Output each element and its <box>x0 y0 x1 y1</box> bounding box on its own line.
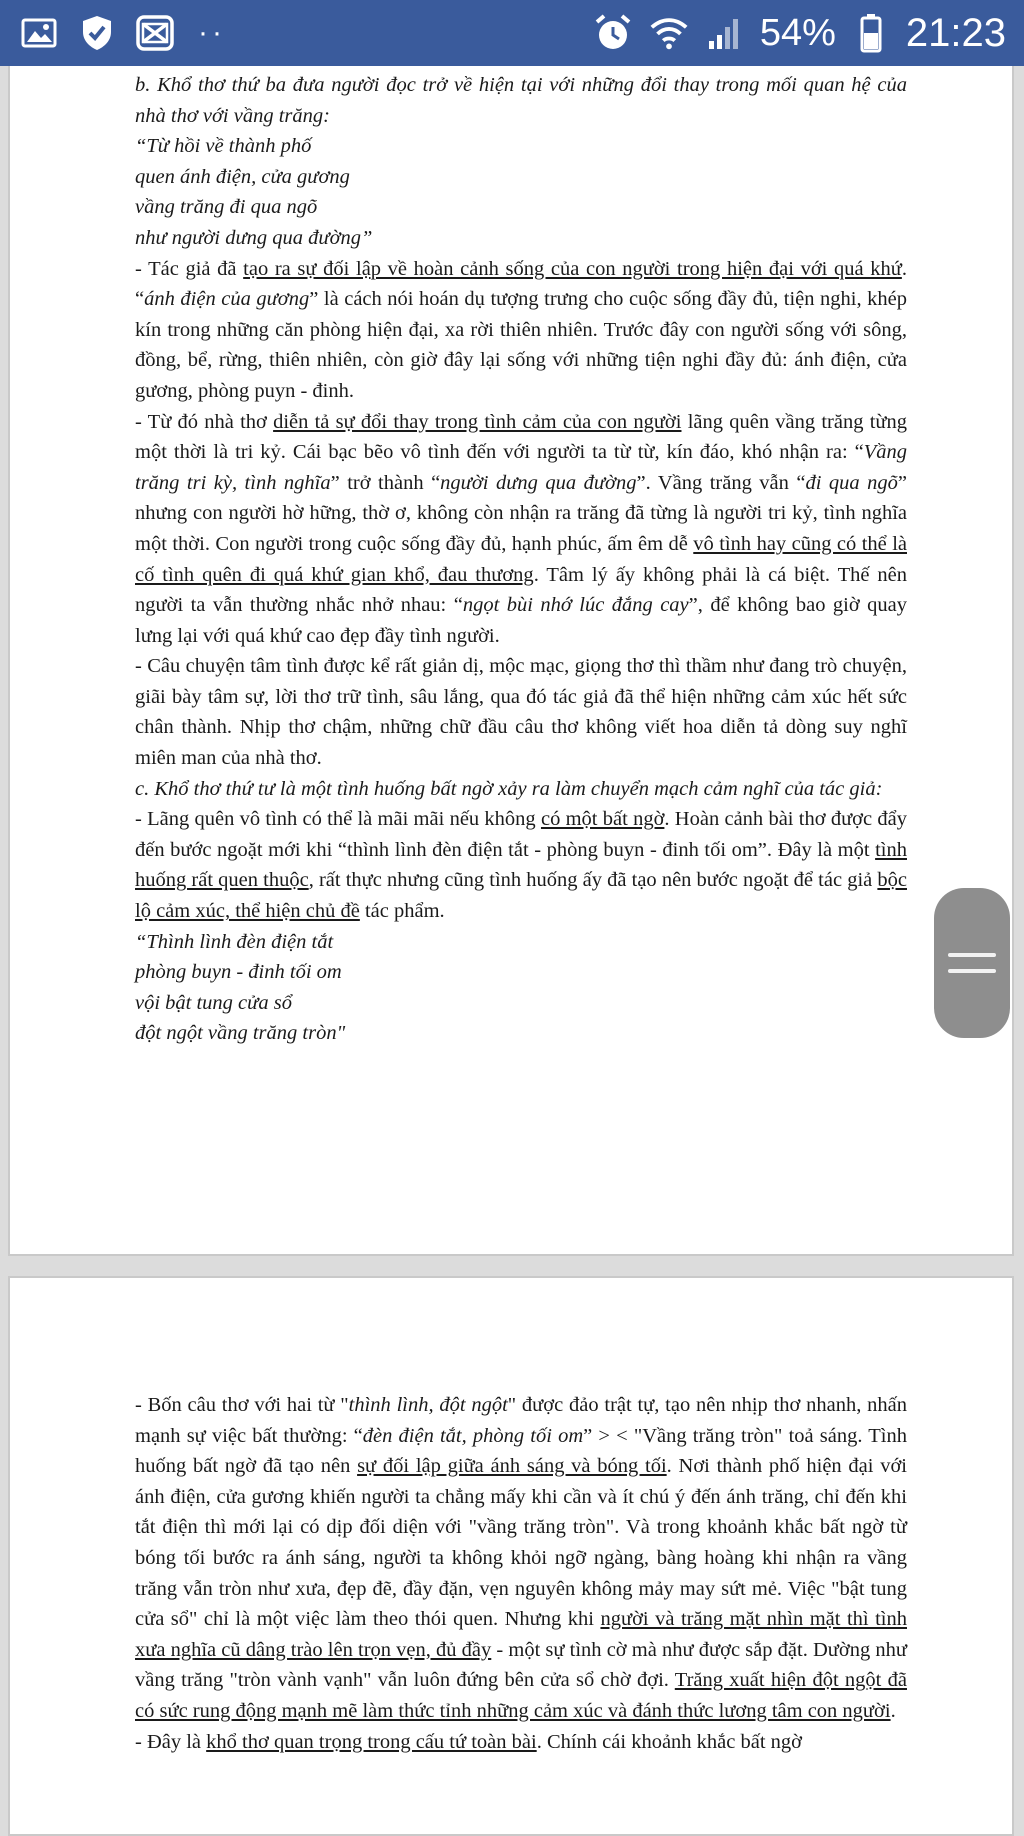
page-1-text <box>135 70 907 1049</box>
mail-icon <box>134 12 176 54</box>
page-2-text <box>135 1390 907 1757</box>
status-bar <box>0 0 1024 66</box>
bullet-paragraph: - Câu chuyện tâm tình được kể rất giản dị, mộc mạc, giọng thơ thì thầm như đang trò chuyện, giãi bày tâm sự, lời thơ trữ tình, sâu lắng, qua đó tác giả đã thể hiện những cảm xúc hết sức chân thành. Nhịp thơ chậm, những chữ đầu câu thơ không viết hoa diễn tả dòng suy nghĩ miên man của nhà thơ. <box>135 655 907 770</box>
document-page-2[interactable] <box>8 1276 1014 1836</box>
alarm-icon <box>592 12 634 54</box>
fast-scroll-handle[interactable] <box>934 888 1010 1038</box>
battery-percent: 54% <box>759 11 836 54</box>
poem-line: vội bật tung cửa sổ <box>135 991 292 1014</box>
gallery-icon <box>18 12 60 54</box>
poem-line: “Từ hồi về thành phố <box>135 135 312 158</box>
wifi-icon <box>648 12 690 54</box>
poem-line: phòng buyn - đinh tối om <box>135 961 342 984</box>
document-page-1[interactable] <box>8 66 1014 1256</box>
handle-grip-line <box>948 953 996 957</box>
clock: 21:23 <box>905 10 1006 55</box>
battery-icon <box>850 12 892 54</box>
shield-check-icon <box>76 12 118 54</box>
section-b-heading: b. Khổ thơ thứ ba đưa người đọc trở về hiện tại với những đổi thay trong mối quan hệ của nhà thơ với vầng trăng: <box>135 74 907 127</box>
bullet-paragraph: - Bốn câu thơ với hai từ "thình lình, đột ngột" được đảo trật tự, tạo nên nhịp thơ nhanh, nhấn mạnh sự việc bất thường: “đèn điện tắt, phòng tối om” > < "Vầng trăng tròn" toả sáng. Tình huống bất ngờ đã tạo nên sự đối lập giữa ánh sáng và bóng tối. Nơi thành phố hiện đại với ánh điện, cửa gương khiến người ta chẳng mấy khi cần và ít chú ý đến ánh trăng, chỉ đến khi tắt điện thì mới lại có dịp đối diện với "vầng trăng tròn". Và trong khoảnh khắc bất ngờ từ bóng tối bước ra ánh sáng, người ta không khỏi ngỡ ngàng, bàng hoàng khi nhận ra vầng trăng vẫn tròn như xưa, đẹp đẽ, đầy đặn, vẹn nguyên không mảy may sứt mẻ. Việc "bật tung cửa sổ" chỉ là một việc làm theo thói quen. Nhưng khi người và trăng mặt nhìn mặt thì tình xưa nghĩa cũ dâng trào lên trọn vẹn, đủ đầy - một sự tình cờ mà như được sắp đặt. Dường như vầng trăng "tròn vành vạnh" vẫn luôn đứng bên cửa sổ chờ đợi. Trăng xuất hiện đột ngột đã có sức rung động mạnh mẽ làm thức tỉnh những cảm xúc và đánh thức lương tâm con người. <box>135 1394 907 1722</box>
poem-line: đột ngột vầng trăng tròn" <box>135 1022 346 1045</box>
bullet-paragraph: - Đây là khổ thơ quan trọng trong cấu tứ toàn bài. Chính cái khoảnh khắc bất ngờ <box>135 1730 803 1753</box>
poem-line: như người dưng qua đường” <box>135 226 373 249</box>
poem-line: quen ánh điện, cửa gương <box>135 165 350 188</box>
overflow-indicator: ·· <box>198 16 226 49</box>
bullet-paragraph: - Lãng quên vô tình có thể là mãi mãi nếu không có một bất ngờ. Hoàn cảnh bài thơ được đẩy đến bước ngoặt mới khi “thình lình đèn điện tắt - phòng buyn - đinh tối om”. Đây là một tình huống rất quen thuộc, rất thực nhưng cũng tình huống ấy đã tạo nên bước ngoặt để tác giả bộc lộ cảm xúc, thể hiện chủ đề tác phẩm. <box>135 808 907 923</box>
poem-line: “Thình lình đèn điện tắt <box>135 930 334 953</box>
handle-grip-line <box>948 969 996 973</box>
signal-icon <box>704 12 746 54</box>
poem-line: vầng trăng đi qua ngõ <box>135 196 318 219</box>
bullet-paragraph: - Từ đó nhà thơ diễn tả sự đổi thay trong tình cảm của con người lãng quên vầng trăng từng một thời là tri kỷ. Cái bạc bẽo vô tình đến với người ta từ từ, kín đáo, khó nhận ra: “Vầng trăng tri kỳ, tình nghĩa” trở thành “người dưng qua đường”. Vầng trăng vẫn “đi qua ngõ” nhưng con người hờ hững, thờ ơ, không còn nhận ra trăng đã từng là người tri kỷ, tình nghĩa một thời. Con người trong cuộc sống đầy đủ, hạnh phúc, ấm êm dễ vô tình hay cũng có thể là cố tình quên đi quá khứ gian khổ, đau thương. Tâm lý ấy không phải là cá biệt. Thế nên người ta vẫn thường nhắc nhở nhau: “ngọt bùi nhớ lúc đắng cay”, để không bao giờ quay lưng lại với quá khứ cao đẹp đầy tình người. <box>135 410 908 647</box>
bullet-paragraph: - Tác giả đã tạo ra sự đối lập về hoàn cảnh sống của con người trong hiện đại với quá khứ. “ánh điện của gương” là cách nói hoán dụ tượng trưng cho cuộc sống đầy đủ, tiện nghi, khép kín trong những căn phòng hiện đại, xa rời thiên nhiên. Trước đây con người sống với sông, đồng, bể, rừng, thiên nhiên, còn giờ đây lại sống với những tiện nghi đầy đủ: ánh điện, cửa gương, phòng puyn - đinh. <box>135 257 907 402</box>
section-c-heading: c. Khổ thơ thứ tư là một tình huống bất ngờ xảy ra làm chuyển mạch cảm nghĩ của tác giả: <box>135 777 883 800</box>
